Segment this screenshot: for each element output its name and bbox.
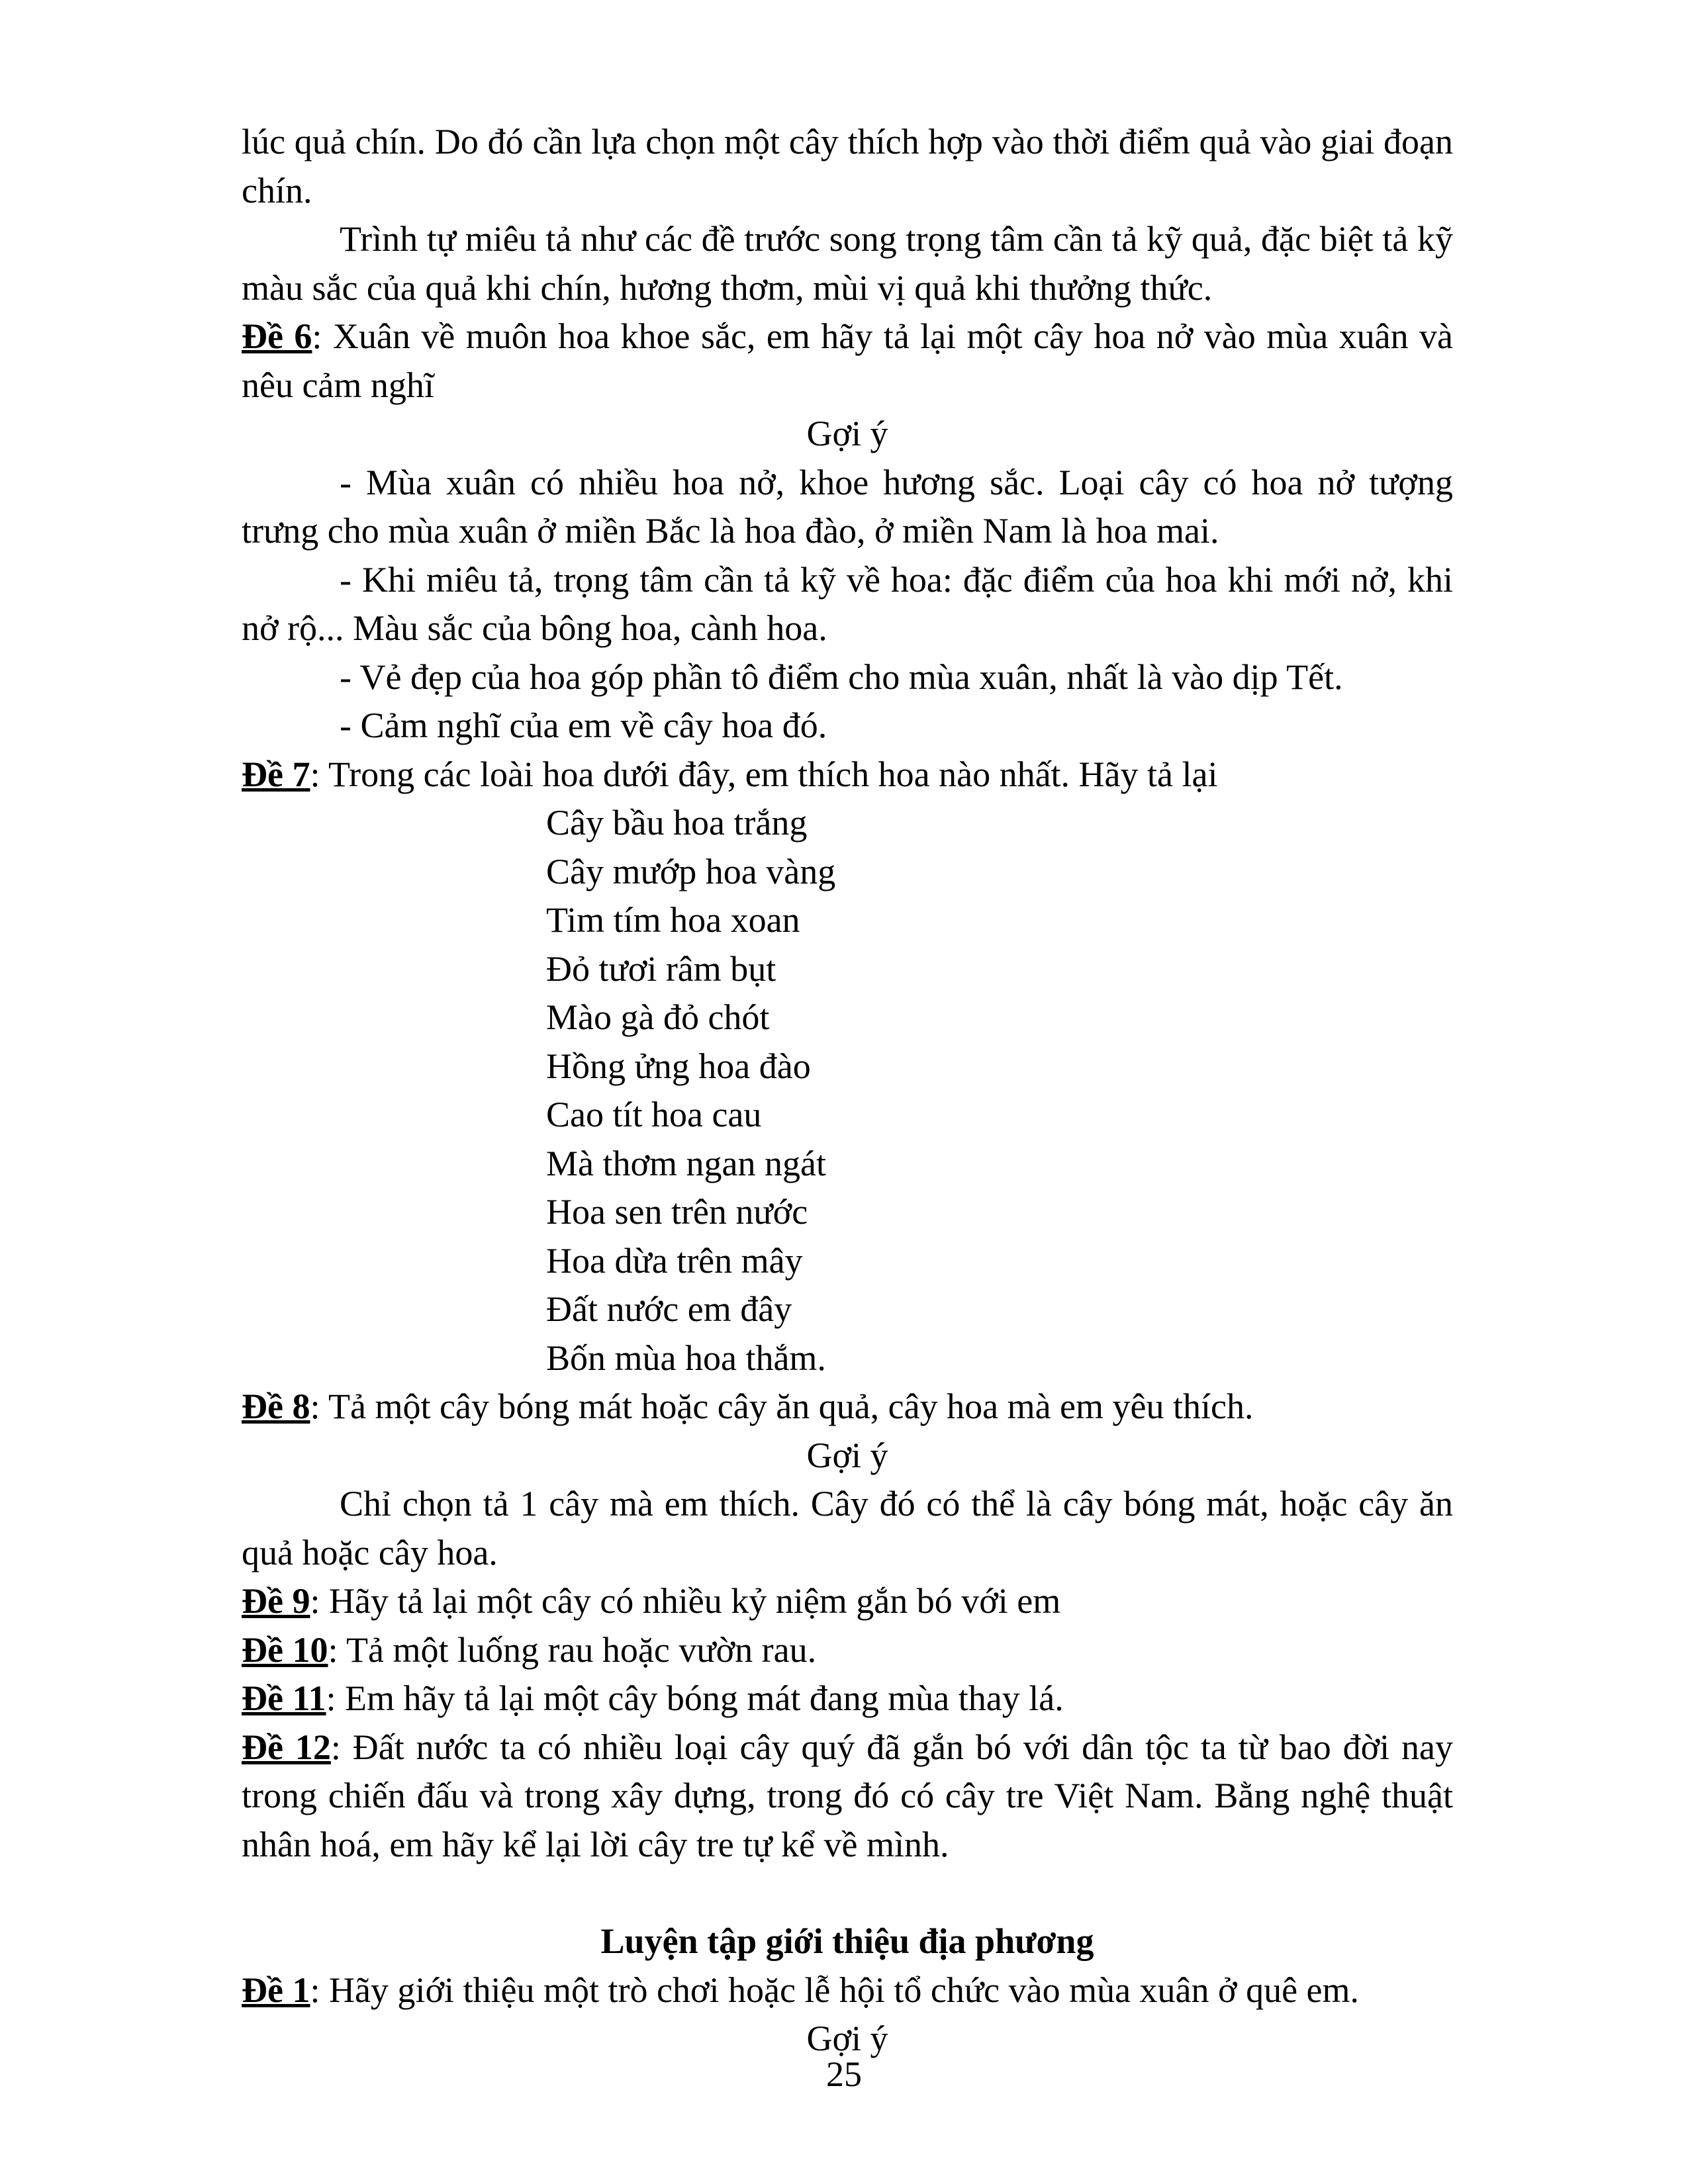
- exercise-7-label: Đề 7: [242, 754, 310, 794]
- exercise-10: [242, 1626, 1453, 1675]
- exercise-11-label: Đề 11: [242, 1678, 326, 1718]
- poem-line: Mào gà đỏ chót: [546, 997, 770, 1037]
- poem-line: Tim tím hoa xoan: [546, 900, 800, 940]
- flower-poem: [242, 799, 1453, 1383]
- poem-line: Hoa dừa trên mây: [546, 1240, 803, 1281]
- exercise-6-hint-4: - Cảm nghĩ của em về cây hoa đó.: [340, 705, 827, 745]
- exercise-6: [242, 312, 1453, 410]
- document-page: [242, 118, 1453, 2064]
- exercise-6-hint-1: - Mùa xuân có nhiều hoa nở, khoe hương sắc. Loại cây có hoa nở tượng trưng cho mùa xuân ở miền Bắc là hoa đào, ở miền Nam là hoa mai.: [242, 462, 1453, 551]
- section-heading: Luyện tập giới thiệu địa phương: [600, 1921, 1094, 1961]
- page-number: 25: [826, 2054, 862, 2094]
- exercise-6-hint-title: Gợi ý: [806, 414, 888, 453]
- poem-line: Cao tít hoa cau: [546, 1095, 762, 1134]
- poem-line: Cây bầu hoa trắng: [546, 803, 808, 842]
- section-exercise-1: [242, 1966, 1453, 2015]
- exercise-7-text: : Trong các loài hoa dưới đây, em thích hoa nào nhất. Hãy tả lại: [310, 754, 1218, 794]
- exercise-8-text: : Tả một cây bóng mát hoặc cây ăn quả, cây hoa mà em yêu thích.: [310, 1387, 1254, 1426]
- exercise-7: [242, 751, 1453, 799]
- poem-line: Hồng ửng hoa đào: [546, 1046, 811, 1086]
- poem-line: Đỏ tươi râm bụt: [546, 948, 776, 989]
- intro-paragraph-1: lúc quả chín. Do đó cần lựa chọn một cây thích hợp vào thời điểm quả vào giai đoạn chín.: [242, 122, 1453, 210]
- exercise-6-text: : Xuân về muôn hoa khoe sắc, em hãy tả lại một cây hoa nở vào mùa xuân và nêu cảm nghĩ: [242, 316, 1454, 405]
- exercise-8-label: Đề 8: [242, 1387, 310, 1426]
- poem-line: Đất nước em đây: [546, 1289, 792, 1329]
- exercise-11: [242, 1674, 1453, 1723]
- section-hint-title: Gợi ý: [806, 2019, 888, 2058]
- exercise-11-text: : Em hãy tả lại một cây bóng mát đang mùa thay lá.: [326, 1678, 1064, 1718]
- exercise-12: [242, 1723, 1453, 1870]
- exercise-8-hint-title: Gợi ý: [806, 1435, 888, 1475]
- exercise-12-text: : Đất nước ta có nhiều loại cây quý đã gắn bó với dân tộc ta từ bao đời nay trong chiến đấu và trong xây dựng, trong đó có cây tre Việt Nam. Bằng nghệ thuật nhân hoá, em hãy kể lại lời cây tre tự kể về mình.: [242, 1727, 1454, 1864]
- intro-paragraph-2: Trình tự miêu tả như các đề trước song trọng tâm cần tả kỹ quả, đặc biệt tả kỹ màu sắc của quả khi chín, hương thơm, mùi vị quả khi thưởng thức.: [242, 219, 1453, 308]
- poem-line: Hoa sen trên nước: [546, 1192, 808, 1232]
- poem-line: Mà thơm ngan ngát: [546, 1143, 826, 1183]
- exercise-10-label: Đề 10: [242, 1629, 328, 1670]
- exercise-6-label: Đề 6: [242, 316, 312, 356]
- exercise-8: [242, 1383, 1453, 1432]
- exercise-9: [242, 1577, 1453, 1626]
- exercise-10-text: : Tả một luống rau hoặc vườn rau.: [328, 1629, 817, 1670]
- poem-line: Bốn mùa hoa thắm.: [546, 1338, 826, 1378]
- exercise-9-text: : Hãy tả lại một cây có nhiều kỷ niệm gắn bó với em: [310, 1581, 1061, 1621]
- exercise-9-label: Đề 9: [242, 1581, 310, 1621]
- poem-line: Cây mướp hoa vàng: [546, 851, 836, 891]
- section-exercise-1-label: Đề 1: [242, 1970, 310, 2010]
- section-spacer: [242, 1869, 1453, 1917]
- exercise-12-label: Đề 12: [242, 1727, 331, 1767]
- section-exercise-1-text: : Hãy giới thiệu một trò chơi hoặc lễ hội tổ chức vào mùa xuân ở quê em.: [310, 1970, 1360, 2010]
- exercise-8-hint: Chỉ chọn tả 1 cây mà em thích. Cây đó có thể là cây bóng mát, hoặc cây ăn quả hoặc cây hoa.: [242, 1484, 1453, 1572]
- exercise-6-hint-2: - Khi miêu tả, trọng tâm cần tả kỹ về hoa: đặc điểm của hoa khi mới nở, khi nở rộ... Màu sắc của bông hoa, cành hoa.: [242, 559, 1453, 648]
- exercise-6-hint-3: - Vẻ đẹp của hoa góp phần tô điểm cho mùa xuân, nhất là vào dịp Tết.: [340, 657, 1343, 697]
